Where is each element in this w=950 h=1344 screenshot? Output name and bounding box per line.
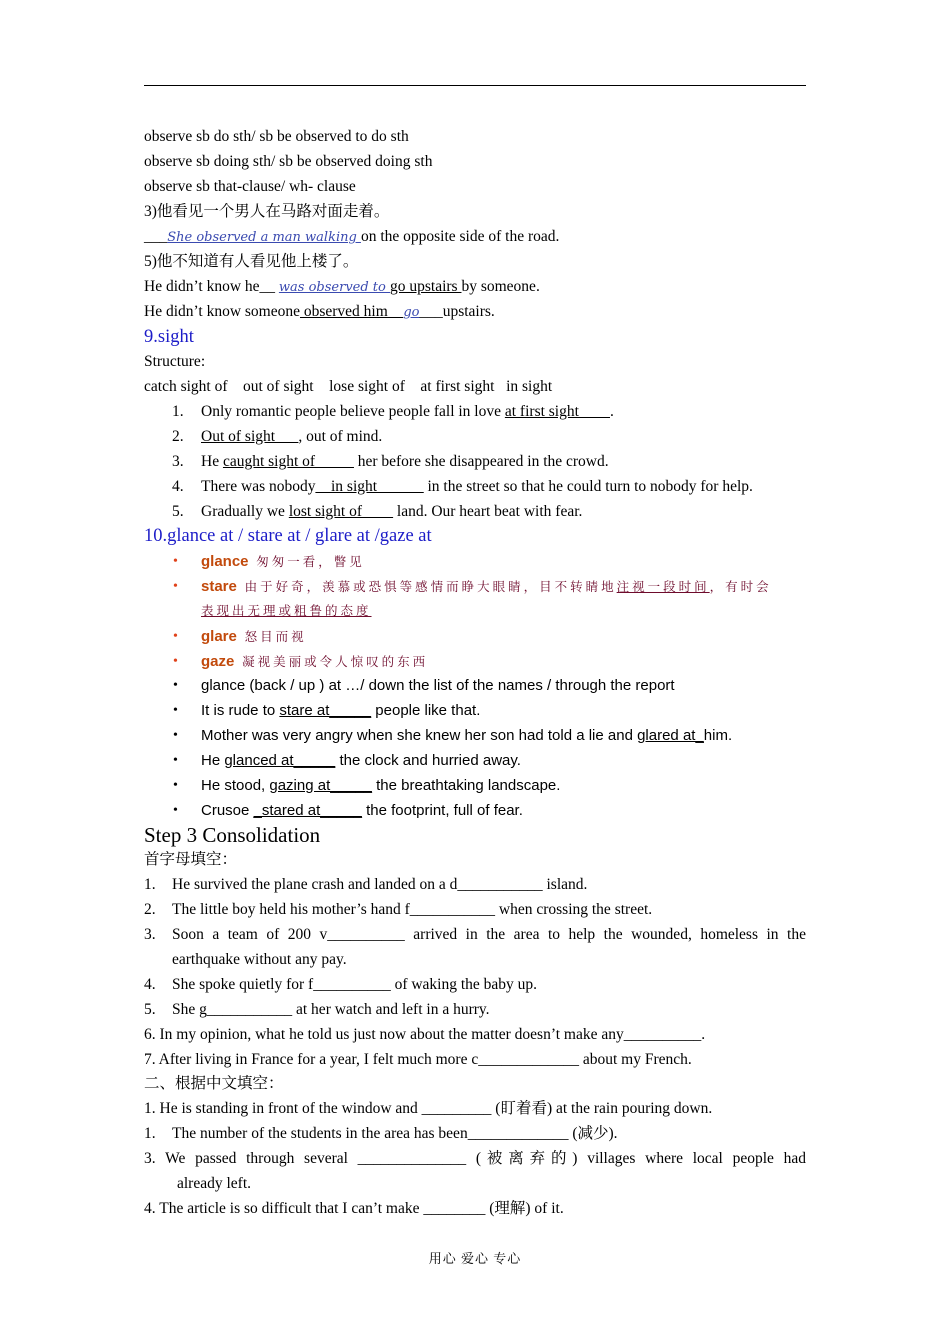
answer-text: He didn’t know someone — [144, 303, 300, 320]
item-text: , out of mind. — [298, 428, 383, 445]
item-text: It is rude to — [201, 702, 280, 719]
def-glare — [201, 627, 307, 647]
item-text: He stood, — [201, 777, 270, 794]
answer-text: on the opposite side of the road. — [360, 228, 560, 245]
item-text: the footprint, full of fear. — [361, 802, 523, 819]
answer-5b — [144, 302, 495, 323]
item-text: There was nobody — [201, 478, 316, 495]
filled-answer: lost sight of____ — [288, 503, 394, 520]
sight-phrases: catch sight of out of sight lose sight of at first sight in sight — [144, 378, 553, 395]
consolidation-item-3-cont: earthquake without any pay. — [172, 951, 347, 968]
bullet-icon: • — [173, 654, 178, 669]
filled-answer: glanced at_____ — [224, 752, 336, 769]
cn-item-2: The number of the students in the area has been_____________ (减少). — [172, 1125, 618, 1142]
item-number: 3. — [172, 453, 184, 470]
keyword: glare — [201, 628, 237, 645]
glance-heading: 10.glance at / stare at / glare at /gaze at — [144, 526, 432, 546]
item-number: 5. — [172, 503, 184, 520]
question-3: 3)他看见一个男人在马路对面走着。 — [144, 203, 390, 220]
glance-usage: glance (back / up ) at …/ down the list of the names / through the report — [201, 677, 675, 694]
page-footer: 用心 爱心 专心 — [428, 1251, 522, 1266]
cn-item-3-cont: already left. — [177, 1175, 252, 1192]
cn-item-3: 3. We passed through several ______________ (被离弃的) villages where local people had — [144, 1150, 806, 1167]
item-text: He — [201, 752, 225, 769]
item-text: her before she disappeared in the crowd. — [353, 453, 609, 470]
bullet-icon: • — [173, 703, 178, 718]
bullet-icon: • — [173, 803, 178, 818]
question-5: 5)他不知道有人看见他上楼了。 — [144, 253, 359, 270]
filled-answer: caught sight of_____ — [222, 453, 354, 470]
item-text: . — [609, 403, 614, 420]
handwritten-answer: was observed to — [278, 280, 390, 295]
definition-underlined: 注视一段时间 — [616, 579, 710, 594]
definition: ，有时会 — [709, 579, 772, 594]
filled-answer: stare at_____ — [279, 702, 372, 719]
blank: ___ — [419, 303, 443, 320]
item-number: 1. — [144, 1125, 156, 1142]
item-number: 2. — [144, 901, 156, 918]
answer-text: He didn’t know he__ — [144, 278, 279, 295]
consolidation-item-2: The little boy held his mother’s hand f___________ when crossing the street. — [172, 901, 653, 918]
handwritten-answer: She observed a man walking — [167, 230, 361, 245]
sight-item-3 — [201, 452, 609, 472]
cn-item-1: 1. He is standing in front of the window and _________ (盯着看) at the rain pouring down. — [144, 1100, 713, 1117]
def-glance — [201, 552, 365, 572]
item-text: people like that. — [371, 702, 481, 719]
consolidation-heading: Step 3 Consolidation — [144, 823, 321, 847]
bullet-icon: • — [173, 629, 178, 644]
bullet-icon: • — [173, 778, 178, 793]
keyword: gaze — [201, 653, 235, 670]
definition: 由于好奇，羡慕或恐惧等感情而睁大眼睛，目不转睛地 — [244, 579, 617, 594]
answer-text: upstairs. — [442, 303, 495, 320]
sight-item-2 — [201, 427, 382, 447]
glance-item-4 — [201, 776, 560, 796]
structure-label: Structure: — [144, 353, 206, 370]
def-stare — [201, 577, 772, 597]
observe-pattern-3: observe sb that-clause/ wh- clause — [144, 178, 356, 195]
sight-item-1 — [201, 402, 614, 422]
item-text: Crusoe — [201, 802, 254, 819]
item-number: 2. — [172, 428, 184, 445]
underlined-text: observed him _ — [299, 303, 404, 320]
item-number: 4. — [144, 976, 156, 993]
consolidation-item-1: He survived the plane crash and landed on a d___________ island. — [172, 876, 588, 893]
header-rule — [144, 85, 806, 86]
keyword: stare — [201, 578, 237, 595]
part2-label: 二、根据中文填空： — [144, 1075, 284, 1092]
item-text: He — [201, 453, 223, 470]
answer-3 — [144, 227, 559, 248]
glance-item-1 — [201, 701, 480, 721]
consolidation-item-3: Soon a team of 200 v__________ arrived in the area to help the wounded, homeless in the — [172, 926, 806, 943]
filled-answer: gazing at_____ — [269, 777, 372, 794]
def-stare-cont — [201, 601, 372, 621]
item-text: the breathtaking landscape. — [371, 777, 561, 794]
filled-answer: at first sight____ — [504, 403, 610, 420]
consolidation-item-6: 6. In my opinion, what he told us just now about the matter doesn’t make any__________. — [144, 1026, 706, 1043]
sight-heading: 9.sight — [144, 327, 194, 347]
sight-item-5 — [201, 502, 582, 522]
item-text: Mother was very angry when she knew her son had told a lie and — [201, 727, 638, 744]
consolidation-item-7: 7. After living in France for a year, I felt much more c_____________ about my French. — [144, 1051, 692, 1068]
keyword: glance — [201, 553, 249, 570]
cn-item-4: 4. The article is so difficult that I can’t make ________ (理解) of it. — [144, 1200, 564, 1217]
bullet-icon: • — [173, 753, 178, 768]
filled-answer: _stared at_____ — [253, 802, 362, 819]
definition: 凝视美丽或令人惊叹的东西 — [242, 654, 429, 669]
bullet-icon: • — [173, 728, 178, 743]
glance-item-2 — [201, 726, 732, 746]
blank: ___ — [144, 228, 168, 245]
observe-pattern-2: observe sb doing sth/ sb be observed doing sth — [144, 153, 433, 170]
item-text: Gradually we — [201, 503, 289, 520]
def-gaze — [201, 652, 428, 672]
handwritten-answer: go — [403, 305, 420, 320]
definition: 怒目而视 — [244, 629, 307, 644]
item-text: the clock and hurried away. — [335, 752, 521, 769]
glance-item-3 — [201, 751, 521, 771]
item-number: 4. — [172, 478, 184, 495]
definition: 匆匆一看，瞥见 — [256, 554, 365, 569]
observe-pattern-1: observe sb do sth/ sb be observed to do sth — [144, 128, 409, 145]
underlined-text: go upstairs — [390, 278, 462, 295]
item-number: 1. — [144, 876, 156, 893]
filled-answer: glared at_ — [637, 727, 704, 744]
item-text: Only romantic people believe people fall in love — [201, 403, 505, 420]
consolidation-item-5: She g___________ at her watch and left in a hurry. — [172, 1001, 490, 1018]
bullet-icon: • — [173, 678, 178, 693]
filled-answer: Out of sight___ — [201, 428, 299, 445]
filled-answer: __in sight______ — [315, 478, 424, 495]
item-text: him. — [703, 727, 733, 744]
definition-underlined: 表现出无理或粗鲁的态度 — [201, 603, 372, 618]
bullet-icon: • — [173, 554, 178, 569]
item-text: land. Our heart beat with fear. — [393, 503, 583, 520]
bullet-icon: • — [173, 579, 178, 594]
answer-5a — [144, 277, 540, 298]
item-number: 1. — [172, 403, 184, 420]
consolidation-item-4: She spoke quietly for f__________ of waking the baby up. — [172, 976, 538, 993]
sight-item-4 — [201, 477, 753, 497]
glance-item-5 — [201, 801, 523, 821]
item-number: 5. — [144, 1001, 156, 1018]
item-text: in the street so that he could turn to nobody for help. — [423, 478, 753, 495]
item-number: 3. — [144, 926, 156, 943]
part1-label: 首字母填空： — [144, 851, 238, 868]
answer-text: by someone. — [461, 278, 540, 295]
